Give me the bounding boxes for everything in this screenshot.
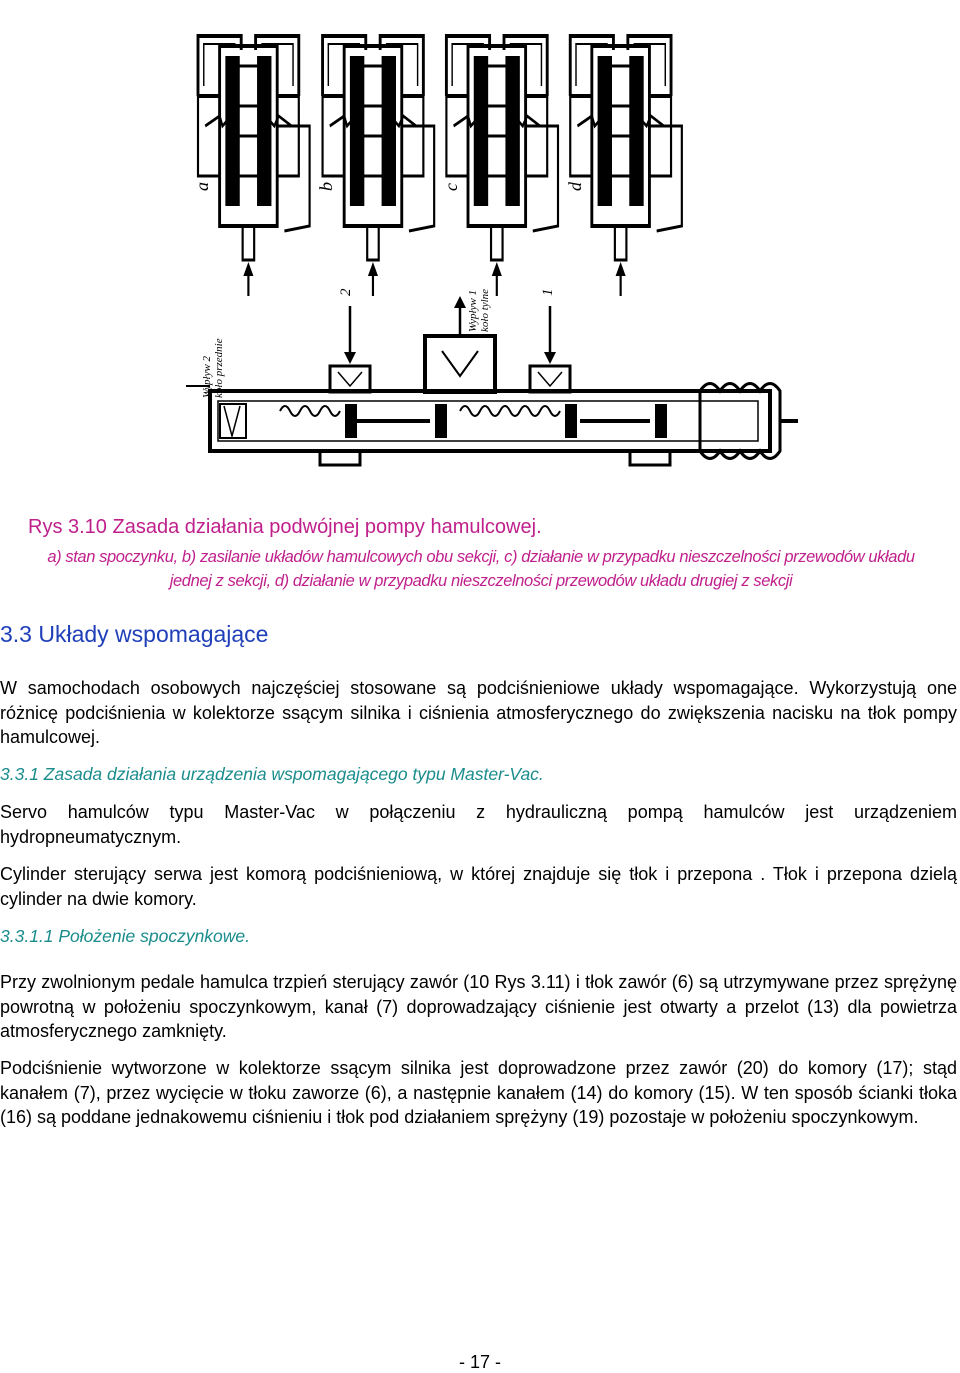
figure-caption-description: a) stan spoczynku, b) zasilanie układów hamulcowych obu sekcji, c) działanie w przypadku nieszczelności przewodów układu jednej z sekcji, d) działanie w przypadku nieszczelności przewodów układu drugiej z sekcji bbox=[47, 548, 915, 590]
subsection-heading: 3.3.1 Zasada działania urządzenia wspomagającego typu Master-Vac. bbox=[0, 764, 544, 784]
panel-label-c: c bbox=[441, 183, 461, 191]
panel-a-drawing bbox=[198, 36, 310, 296]
panel-c-drawing bbox=[446, 36, 558, 296]
panel-b-drawing bbox=[323, 36, 435, 296]
arrow-label-2: 2 bbox=[338, 288, 354, 296]
master-cylinder-drawing bbox=[186, 296, 798, 465]
section-heading: 3.3 Układy wspomagające bbox=[0, 621, 269, 647]
figure-caption-title: Rys 3.10 Zasada działania podwójnej pompy hamulcowej. bbox=[28, 516, 542, 538]
page-number: - 17 - bbox=[458, 1352, 501, 1372]
panel-label-a: a bbox=[192, 182, 212, 191]
arrow-label-1: 1 bbox=[540, 288, 556, 296]
paragraph-intro: W samochodach osobowych najczęściej stosowane są podciśnieniowe układy wspomagające. Wykorzystują one różnicę podciśnienia w kolektorze ssącym silnika i ciśnienia atmosferycznego do zwiększenia nacisku na tłok pompy hamulcowej. bbox=[0, 678, 957, 747]
paragraph-servo: Servo hamulców typu Master-Vac w połączeniu z hydrauliczną pompą hamulców jest urządzeniem hydropneumatycznym. bbox=[0, 802, 957, 847]
paragraph-rest-position: Przy zwolnionym pedale hamulca trzpień sterujący zawór (10 Rys 3.11) i tłok zawór (6) są utrzymywane przez sprężynę powrotną w położeniu spoczynkowym, kanał (7) doprowadzający ciśnienie jest otwarty a przelot (13) dla powietrza atmosferycznego zamknięty. bbox=[0, 972, 957, 1041]
subsubsection-heading: 3.3.1.1 Położenie spoczynkowe. bbox=[0, 926, 251, 946]
panel-d-drawing bbox=[570, 36, 682, 296]
paragraph-cylinder: Cylinder sterujący serwa jest komorą podciśnieniową, w której znajduje się tłok i przepona . Tłok i przepona dzielą cylinder na dwie komory. bbox=[0, 864, 957, 909]
panel-label-d: d bbox=[565, 182, 585, 191]
brake-pump-figure bbox=[180, 6, 800, 468]
paragraph-vacuum: Podciśnienie wytworzone w kolektorze ssącym silnika jest doprowadzone przez zawór (20) do komory (17); stąd kanałem (7), przez wycięcie w tłoku zaworze (6), a następnie kanałem (14) do komory (15). W ten sposób ścianki tłoka (16) są poddane jednakowemu ciśnieniu i tłok pod działaniem sprężyny (19) pozostaje w położeniu spoczynkowym. bbox=[0, 1058, 957, 1127]
outlet-1-label: Wypływ 1koło tylne bbox=[467, 288, 492, 332]
panel-label-b: b bbox=[316, 182, 336, 191]
outlet-2-label: Wypływ 2koło przednie bbox=[201, 338, 226, 398]
